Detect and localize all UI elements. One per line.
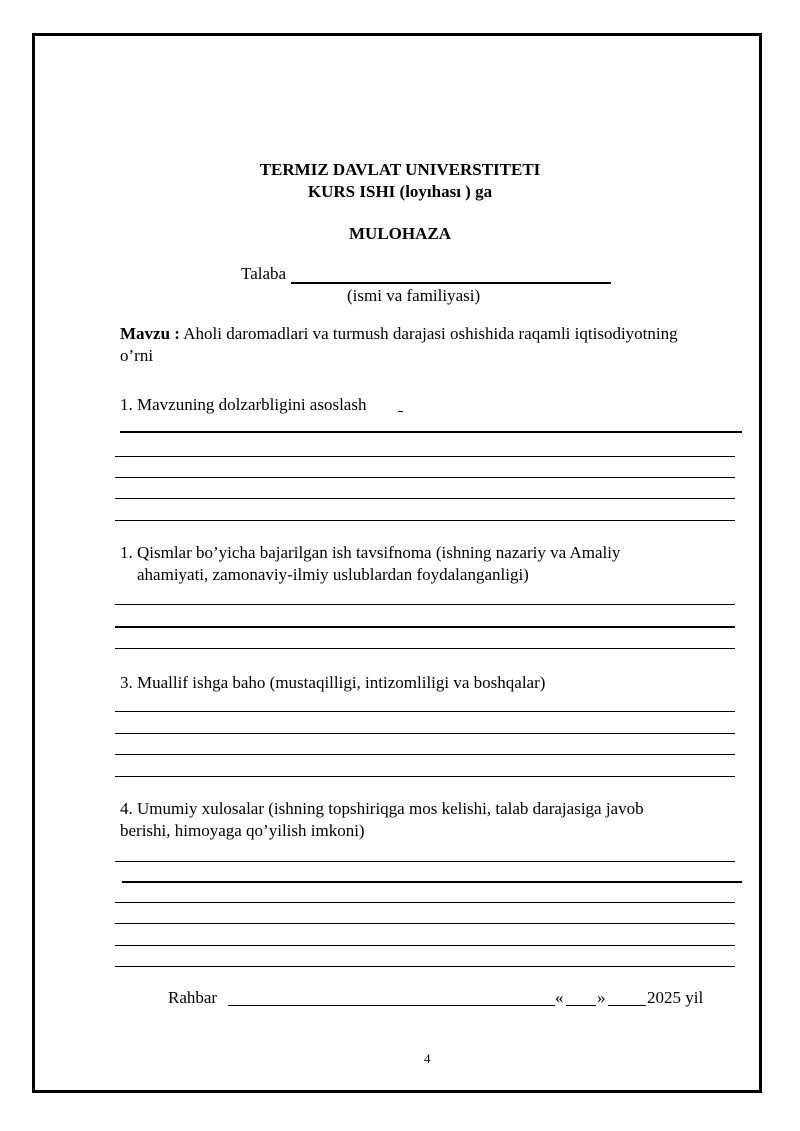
date-month-line (608, 1005, 646, 1006)
section-4-line (122, 881, 742, 883)
section-3-heading: 3. Muallif ishga baho (mustaqilligi, intizomliligi va boshqalar) (120, 673, 546, 692)
section-2-heading: 1. Qismlar bo’yicha bajarilgan ish tavsifnoma (ishning nazariy va Amaliy (120, 543, 621, 562)
section-4-line (115, 945, 735, 946)
section-2-line (115, 604, 735, 605)
page-number: 4 (424, 1051, 431, 1066)
section-2-line (115, 648, 735, 649)
topic-label: Mavzu : (120, 324, 180, 343)
rahbar-signature-line (228, 1005, 555, 1006)
section-1-heading: 1. Mavzuning dolzarbligini asoslash (120, 395, 367, 414)
section-2-line (115, 626, 735, 628)
student-name-line (291, 282, 611, 284)
section-1-line (115, 477, 735, 478)
section-3-line (115, 711, 735, 712)
section-3-line (115, 754, 735, 755)
document-title: MULOHAZA (349, 224, 451, 243)
section-4-heading-line2: berishi, himoyaga qo’yilish imkoni) (120, 821, 365, 840)
student-label: Talaba (241, 264, 287, 283)
section-1-line (115, 498, 735, 499)
document-subtitle: KURS ISHI (loyıhası ) ga (307, 182, 493, 201)
section-2-heading-line2: ahamiyati, zamonaviy-ilmiy uslublardan foydalanganligi) (137, 565, 529, 584)
date-close-quote: » (597, 988, 606, 1007)
date-year: 2025 yil (647, 988, 704, 1007)
section-1-dash (398, 411, 403, 412)
student-caption: (ismi va familiyasi) (347, 286, 481, 305)
topic-line (120, 324, 678, 344)
section-4-line (115, 902, 735, 903)
section-4-line (115, 966, 735, 967)
date-open-quote: « (555, 988, 564, 1007)
section-4-heading: 4. Umumiy xulosalar (ishning topshiriqga mos kelishi, talab darajasiga javob (120, 799, 644, 818)
section-1-line (115, 456, 735, 457)
topic-text-line2: o’rni (120, 346, 154, 365)
section-4-line (115, 861, 735, 862)
section-1-line (120, 431, 742, 433)
section-1-line (115, 520, 735, 521)
university-name: TERMIZ DAVLAT UNIVERSTITETI (259, 160, 541, 179)
section-3-line (115, 733, 735, 734)
topic-text: Aholi daromadlari va turmush darajasi oshishida raqamli iqtisodiyotning (179, 324, 678, 343)
section-4-line (115, 923, 735, 924)
date-day-line (566, 1005, 596, 1006)
section-3-line (115, 776, 735, 777)
rahbar-label: Rahbar (168, 988, 218, 1007)
